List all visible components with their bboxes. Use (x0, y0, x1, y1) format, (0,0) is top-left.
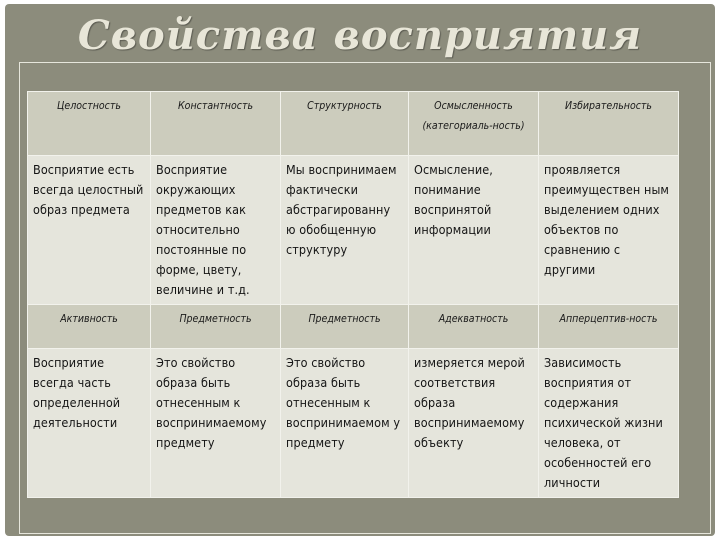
header-cell: Адекватность (409, 305, 539, 349)
slide-title: Свойства восприятия (77, 12, 643, 59)
header-row-1 (28, 92, 679, 156)
header-cell: Константность (151, 92, 281, 156)
header-cell: Активность (28, 305, 151, 349)
header-cell: Осмысленность (категориаль-ность) (409, 92, 539, 156)
body-cell: проявляется преимуществен ным выделением одних объектов по сравнению с другими (539, 156, 679, 305)
body-row-2 (28, 349, 679, 498)
body-cell: измеряется мерой соответствия образа воспринимаемому объекту (409, 349, 539, 498)
body-cell: Зависимость восприятия от содержания психической жизни человека, от особенностей его личности (539, 349, 679, 498)
header-row-2 (28, 305, 679, 349)
body-cell: Восприятие всегда часть определенной деятельности (28, 349, 151, 498)
header-cell: Избирательность (539, 92, 679, 156)
header-cell: Апперцептив-ность (539, 305, 679, 349)
properties-table (27, 91, 679, 498)
body-cell: Восприятие окружающих предметов как относительно постоянные по форме, цвету, величине и т.д. (151, 156, 281, 305)
body-cell: Мы воспринимаем фактически абстрагированну ю обобщенную структуру (281, 156, 409, 305)
body-cell: Осмысление, понимание воспринятой информации (409, 156, 539, 305)
header-cell: Структурность (281, 92, 409, 156)
body-cell: Это свойство образа быть отнесенным к воспринимаемому предмету (151, 349, 281, 498)
header-cell: Предметность (151, 305, 281, 349)
body-cell: Восприятие есть всегда целостный образ предмета (28, 156, 151, 305)
body-cell: Это свойство образа быть отнесенным к воспринимаемом у предмету (281, 349, 409, 498)
body-row-1 (28, 156, 679, 305)
header-cell: Предметность (281, 305, 409, 349)
header-cell: Целостность (28, 92, 151, 156)
